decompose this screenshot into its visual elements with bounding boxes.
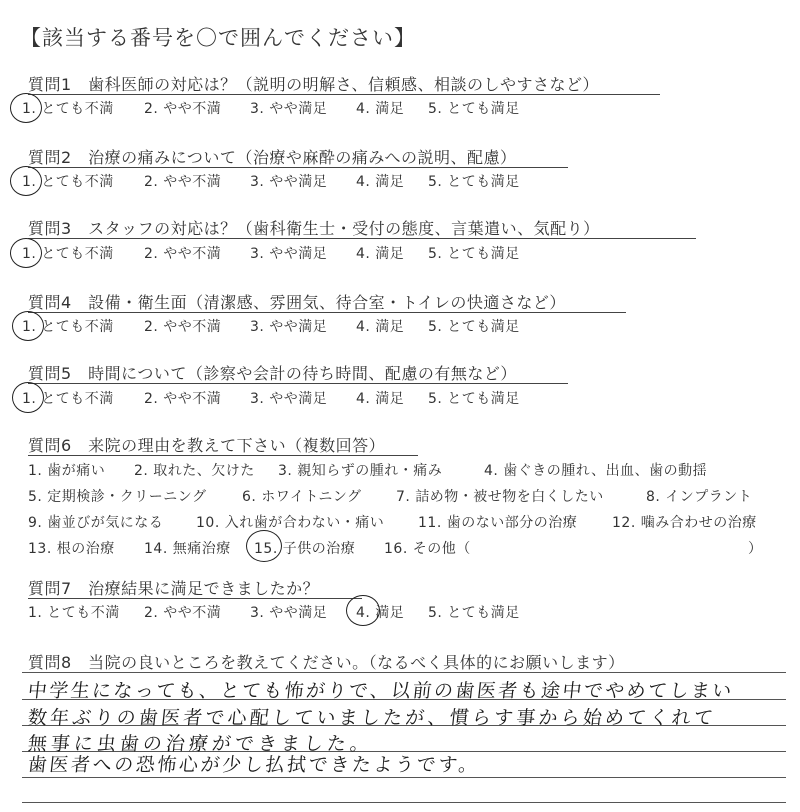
question-5-title: 質問5 時間について（診察や会計の待ち時間、配慮の有無など）: [28, 364, 517, 383]
q6-option-7[interactable]: 7. 詰め物・被せ物を白くしたい: [396, 489, 604, 505]
handwritten-answer-line-2: 数年ぶりの歯医者で心配していましたが、慣らす事から始めてくれて: [26, 707, 718, 729]
q6-option-6[interactable]: 6. ホワイトニング: [242, 489, 362, 505]
answer-ruled-line: [22, 672, 786, 673]
q3-selection-circle: [10, 238, 42, 268]
q4-option-1[interactable]: 1. とても不満: [22, 319, 114, 335]
q6-option-4[interactable]: 4. 歯ぐきの腫れ、出血、歯の動揺: [484, 463, 708, 479]
q6-option-1[interactable]: 1. 歯が痛い: [28, 463, 106, 479]
q2-option-5[interactable]: 5. とても満足: [428, 174, 520, 190]
question-2-underline: [28, 167, 568, 168]
q4-option-2[interactable]: 2. やや不満: [144, 319, 222, 335]
question-6-underline: [28, 455, 418, 456]
q6-option-9[interactable]: 9. 歯並びが気になる: [28, 515, 164, 531]
q1-option-3[interactable]: 3. やや満足: [250, 101, 328, 117]
question-1-underline: [28, 94, 660, 95]
question-6-title: 質問6 来院の理由を教えて下さい（複数回答）: [28, 436, 386, 455]
question-7-title: 質問7 治療結果に満足できましたか？: [28, 579, 320, 598]
q6-option-11[interactable]: 11. 歯のない部分の治療: [418, 515, 578, 531]
q3-option-4[interactable]: 4. 満足: [356, 246, 405, 262]
handwritten-answer-line-4: 歯医者への恐怖心が少し払拭できたようです。: [26, 754, 482, 776]
q5-option-2[interactable]: 2. やや不満: [144, 391, 222, 407]
q3-option-3[interactable]: 3. やや満足: [250, 246, 328, 262]
q6-option-14[interactable]: 14. 無痛治療: [144, 541, 231, 557]
handwritten-answer-line-1: 中学生になっても、とても怖がりで、以前の歯医者も途中でやめてしまい: [26, 680, 735, 702]
q1-option-4[interactable]: 4. 満足: [356, 101, 405, 117]
question-4-title: 質問4 設備・衛生面（清潔感、雰囲気、待合室・トイレの快適さなど）: [28, 293, 566, 312]
q3-option-2[interactable]: 2. やや不満: [144, 246, 222, 262]
q5-option-1[interactable]: 1. とても不満: [22, 391, 114, 407]
q6-option-13[interactable]: 13. 根の治療: [28, 541, 115, 557]
q6-option-3[interactable]: 3. 親知らずの腫れ・痛み: [278, 463, 443, 479]
q5-option-3[interactable]: 3. やや満足: [250, 391, 328, 407]
form-header: 【該当する番号を〇で囲んでください】: [20, 26, 416, 50]
q6-option-16-close-paren: ）: [748, 541, 763, 557]
answer-ruled-line: [22, 777, 786, 778]
q1-option-2[interactable]: 2. やや不満: [144, 101, 222, 117]
question-4-underline: [28, 312, 626, 313]
q7-option-3[interactable]: 3. やや満足: [250, 605, 328, 621]
answer-ruled-line: [22, 802, 786, 803]
q6-option-15[interactable]: 15. 子供の治療: [254, 541, 356, 557]
q6-option-8[interactable]: 8. インプラント: [646, 489, 753, 505]
q7-selection-circle: [346, 595, 380, 626]
q6-option-5[interactable]: 5. 定期検診・クリーニング: [28, 489, 207, 505]
question-5-underline: [28, 383, 568, 384]
q1-option-1[interactable]: 1. とても不満: [22, 101, 114, 117]
q5-option-4[interactable]: 4. 満足: [356, 391, 405, 407]
q6-selection-circle: [246, 530, 282, 562]
q4-selection-circle: [12, 311, 44, 341]
question-3-underline: [28, 238, 696, 239]
q2-option-1[interactable]: 1. とても不満: [22, 174, 114, 190]
q6-option-2[interactable]: 2. 取れた、欠けた: [134, 463, 255, 479]
q3-option-1[interactable]: 1. とても不満: [22, 246, 114, 262]
q6-option-12[interactable]: 12. 噛み合わせの治療: [612, 515, 757, 531]
q5-option-5[interactable]: 5. とても満足: [428, 391, 520, 407]
handwritten-answer-line-3: 無事に虫歯の治療ができました。: [26, 733, 375, 755]
q7-option-4[interactable]: 4. 満足: [356, 605, 405, 621]
question-1-title: 質問1 歯科医師の対応は？（説明の明解さ、信頼感、相談のしやすさなど）: [28, 75, 600, 94]
q4-option-3[interactable]: 3. やや満足: [250, 319, 328, 335]
question-8-title: 質問8 当院の良いところを教えてください。（なるべく具体的にお願いします）: [28, 653, 625, 672]
q1-option-5[interactable]: 5. とても満足: [428, 101, 520, 117]
q2-option-2[interactable]: 2. やや不満: [144, 174, 222, 190]
question-7-underline: [28, 598, 362, 599]
q1-selection-circle: [10, 93, 42, 123]
q4-option-5[interactable]: 5. とても満足: [428, 319, 520, 335]
q5-selection-circle: [12, 382, 44, 413]
q7-option-1[interactable]: 1. とても不満: [28, 605, 120, 621]
q2-selection-circle: [10, 166, 42, 196]
q6-option-10[interactable]: 10. 入れ歯が合わない・痛い: [196, 515, 385, 531]
q3-option-5[interactable]: 5. とても満足: [428, 246, 520, 262]
q2-option-4[interactable]: 4. 満足: [356, 174, 405, 190]
question-3-title: 質問3 スタッフの対応は？（歯科衛生士・受付の態度、言葉遣い、気配り）: [28, 219, 600, 238]
question-2-title: 質問2 治療の痛みについて（治療や麻酔の痛みへの説明、配慮）: [28, 148, 517, 167]
q6-option-16[interactable]: 16. その他（: [384, 541, 471, 557]
q7-option-5[interactable]: 5. とても満足: [428, 605, 520, 621]
q7-option-2[interactable]: 2. やや不満: [144, 605, 222, 621]
q4-option-4[interactable]: 4. 満足: [356, 319, 405, 335]
q2-option-3[interactable]: 3. やや満足: [250, 174, 328, 190]
